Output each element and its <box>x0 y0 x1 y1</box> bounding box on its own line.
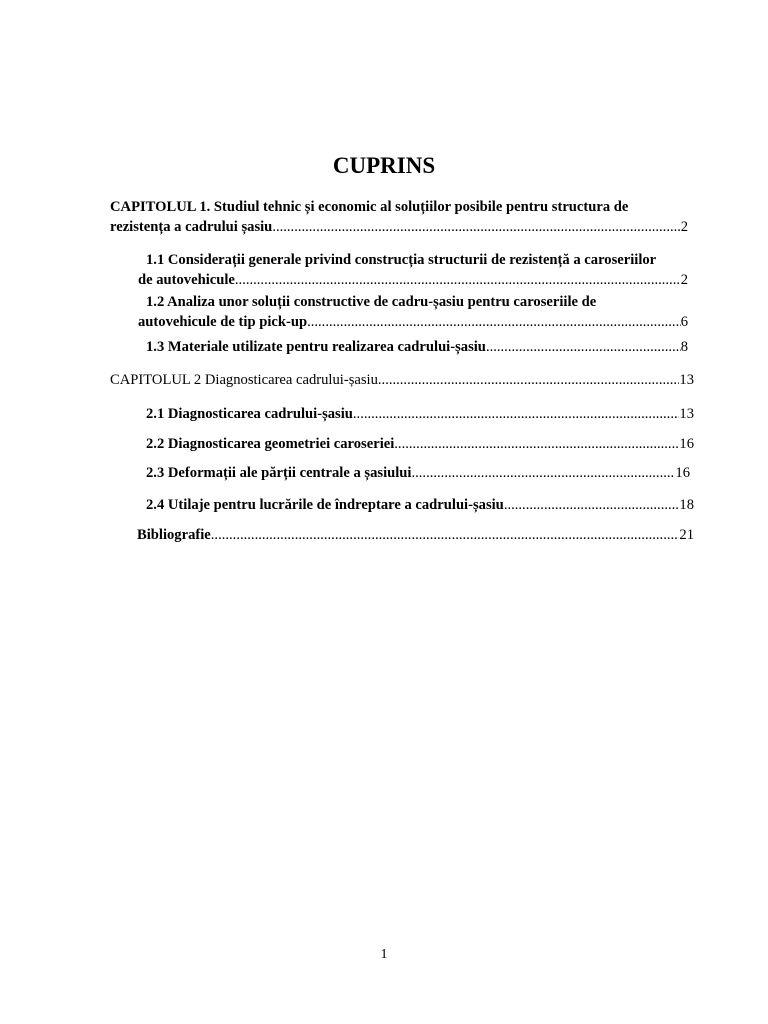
toc-entry-section-2-3[interactable] <box>146 463 690 483</box>
toc-entry-section-1-1[interactable] <box>138 250 688 290</box>
page-title: CUPRINS <box>332 153 436 178</box>
toc-entry-title-line: 2.1 Diagnosticarea cadrului-șasiu <box>146 406 353 422</box>
toc-entry-title-line: Bibliografie <box>137 527 211 543</box>
toc-entry-title-line: autovehicule de tip pick-up <box>138 314 308 330</box>
toc-page-number: 2 <box>680 219 688 235</box>
toc-entry-title-line: CAPITOLUL 1. Studiul tehnic și economic al soluțiilor posibile pentru structura de <box>110 199 629 215</box>
toc-entry-section-2-1[interactable] <box>146 404 694 424</box>
page-number: 1 <box>380 947 388 962</box>
toc-entry-title-line: rezistența a cadrului șasiu <box>110 219 273 235</box>
toc-entry-section-2-4[interactable] <box>146 495 694 515</box>
toc-entry-title-line: 2.2 Diagnosticarea geometriei caroseriei <box>146 436 395 452</box>
toc-entry-title-line: 1.1 Considerații generale privind construcția structurii de rezistență a caroseriilor <box>146 252 657 268</box>
toc-entry-section-1-3[interactable] <box>146 337 688 357</box>
toc-entry-section-2-2[interactable] <box>146 434 694 454</box>
toc-page-number: 6 <box>680 314 688 330</box>
toc-page-number: 8 <box>680 339 688 355</box>
toc-page-number: 16 <box>675 465 690 481</box>
toc-entry-chapter-1[interactable] <box>110 197 688 237</box>
toc-leader-dots <box>211 525 680 545</box>
toc-page-number: 13 <box>679 406 694 422</box>
toc-entry-title-line: 1.2 Analiza unor soluții constructive de cadru-șasiu pentru caroseriile de <box>146 294 597 310</box>
toc-leader-dots <box>378 370 680 390</box>
toc-entry-section-1-2[interactable] <box>138 292 688 332</box>
toc-entry-title-line: 2.4 Utilaje pentru lucrările de îndreptare a cadrului-șasiu <box>146 497 504 513</box>
toc-page-number: 13 <box>679 372 694 388</box>
toc-entry-bibliography[interactable] <box>137 525 694 545</box>
toc-leader-dots <box>394 434 679 454</box>
toc-page-number: 21 <box>679 527 694 543</box>
toc-page-number: 16 <box>679 436 694 452</box>
toc-entry-title-line: 1.3 Materiale utilizate pentru realizarea cadrului-șasiu <box>146 339 486 355</box>
toc-leader-dots <box>504 495 680 515</box>
toc-leader-dots <box>272 217 680 237</box>
toc-entry-title-line: de autovehicule <box>138 272 235 288</box>
toc-leader-dots <box>235 270 681 290</box>
toc-leader-dots <box>353 404 680 424</box>
toc-leader-dots <box>411 463 675 483</box>
toc-leader-dots <box>486 337 681 357</box>
toc-entry-title-line: CAPITOLUL 2 Diagnosticarea cadrului-șasiu <box>110 372 378 388</box>
toc-leader-dots <box>307 312 681 332</box>
toc-page-number: 18 <box>679 497 694 513</box>
toc-page-number: 2 <box>680 272 688 288</box>
toc-entry-title-line: 2.3 Deformații ale părții centrale a șasiului <box>146 465 412 481</box>
toc-entry-chapter-2[interactable] <box>110 370 694 390</box>
